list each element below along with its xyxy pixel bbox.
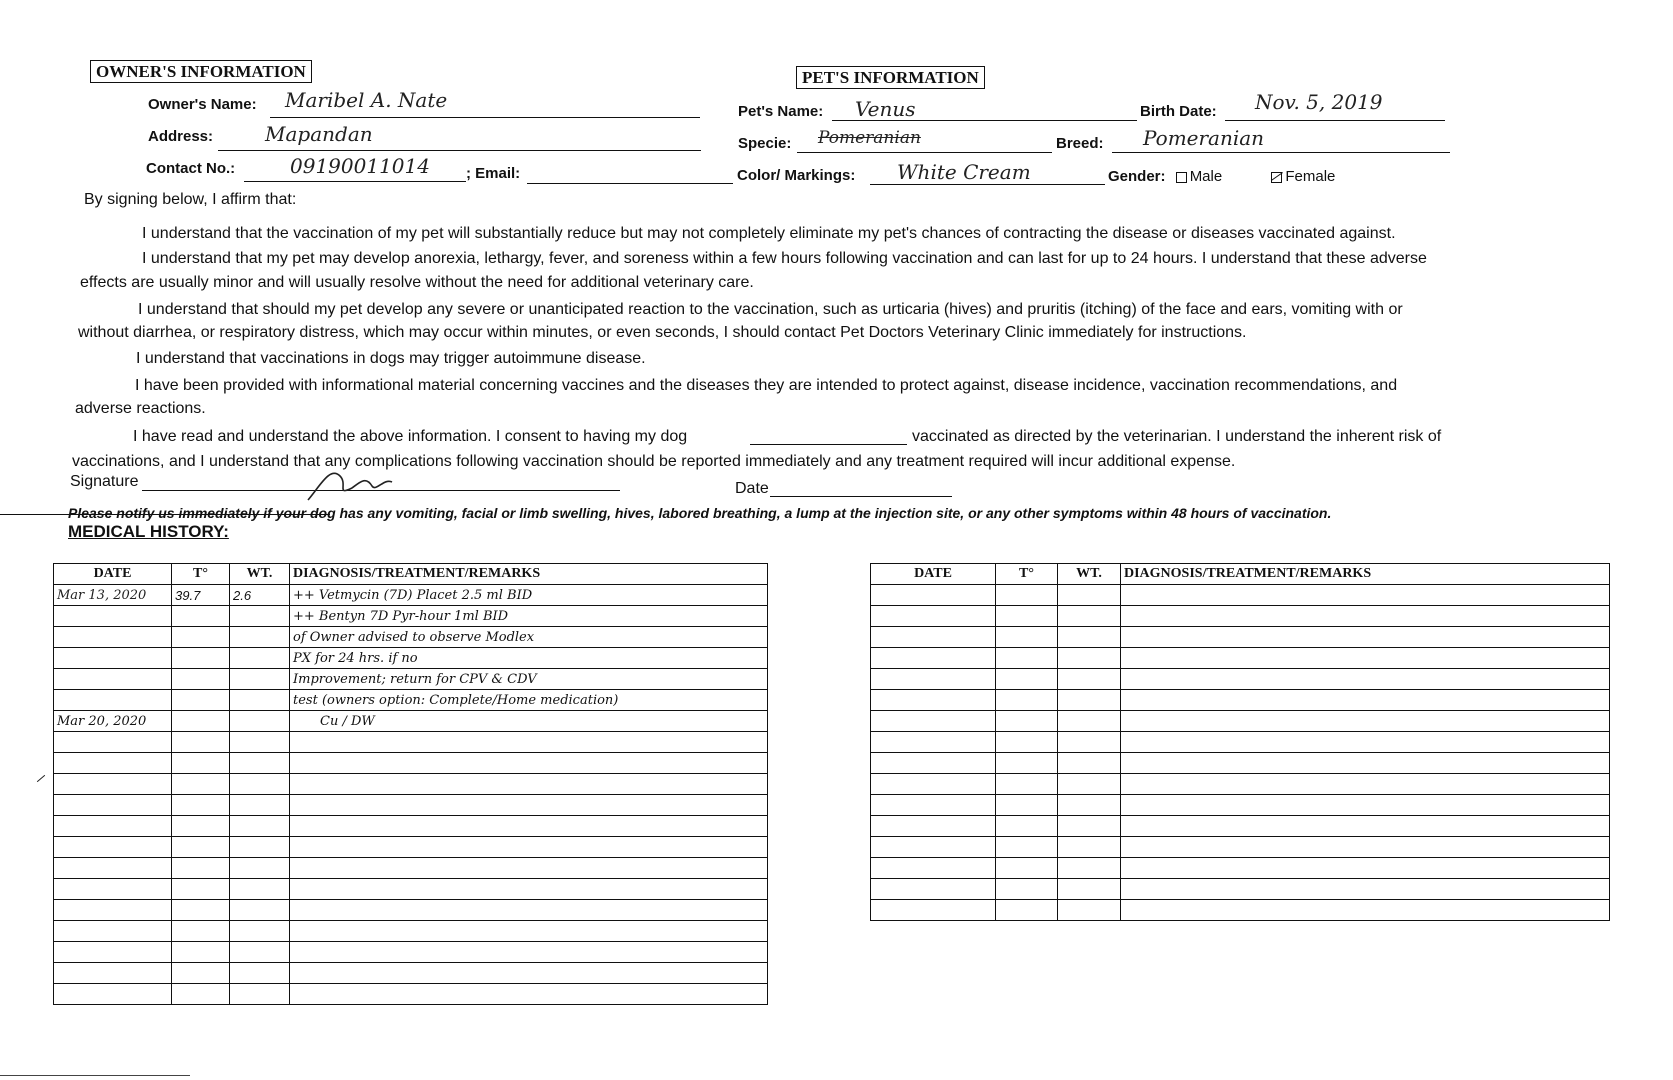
email-label: ; Email: <box>466 165 521 182</box>
cell-wt[interactable] <box>230 753 290 774</box>
table-row <box>54 984 768 1005</box>
cell-temp[interactable] <box>996 606 1058 627</box>
cell-remarks[interactable]: ++ Bentyn 7D Pyr-hour 1ml BID <box>290 606 768 627</box>
cell-date[interactable] <box>54 795 172 816</box>
table-row <box>54 774 768 795</box>
cell-date[interactable] <box>871 753 996 774</box>
table-row <box>54 585 768 606</box>
cell-date[interactable] <box>871 795 996 816</box>
owner-section-title: OWNER'S INFORMATION <box>90 60 312 83</box>
cell-temp[interactable] <box>172 669 230 690</box>
cell-wt[interactable] <box>1058 837 1121 858</box>
medical-history-heading: MEDICAL HISTORY: <box>68 522 229 541</box>
affirm-p3a: I understand that should my pet develop any severe or unanticipated reaction to the vaccination, such as urticaria (hives) and pruritis (itching) of the face and ears, vomiting with or <box>138 301 1403 318</box>
breed-label: Breed: <box>1056 135 1104 152</box>
cell-remarks[interactable] <box>1121 753 1610 774</box>
cell-wt[interactable] <box>1058 879 1121 900</box>
cell-temp[interactable] <box>996 858 1058 879</box>
cell-temp[interactable] <box>996 627 1058 648</box>
notice-text: Please notify us immediately if your dog has any vomiting, facial or limb swelling, hives, labored breathing, a lump at the injection site, or any other symptoms within 48 hours of vaccination. <box>68 505 1332 521</box>
col-remarks: DIAGNOSIS/TREATMENT/REMARKS <box>1121 564 1610 585</box>
breed-line <box>1112 152 1450 153</box>
birth-date-value[interactable]: Nov. 5, 2019 <box>1255 90 1383 114</box>
cell-wt[interactable] <box>230 627 290 648</box>
cell-remarks[interactable] <box>290 963 768 984</box>
table-row <box>54 795 768 816</box>
cell-wt[interactable] <box>1058 711 1121 732</box>
date-label: Date <box>735 480 769 497</box>
affirm-p1: I understand that the vaccination of my pet will substantially reduce but may not completely eliminate my pet's chances of contracting the disease or diseases vaccinated against. <box>142 225 1396 242</box>
cell-remarks[interactable]: Improvement; return for CPV & CDV <box>290 669 768 690</box>
cell-date[interactable] <box>871 690 996 711</box>
cell-wt[interactable] <box>230 858 290 879</box>
cell-temp[interactable] <box>172 774 230 795</box>
cell-wt[interactable] <box>230 984 290 1005</box>
table-row <box>54 921 768 942</box>
col-date: DATE <box>54 564 172 585</box>
cell-temp[interactable] <box>172 900 230 921</box>
specie-value[interactable]: Pomeranian <box>818 128 921 148</box>
cell-wt[interactable] <box>1058 627 1121 648</box>
cell-wt[interactable] <box>230 648 290 669</box>
cell-date[interactable] <box>871 627 996 648</box>
col-date: DATE <box>871 564 996 585</box>
affirm-p3b: without diarrhea, or respiratory distress, which may occur within minutes, or even seconds, I should contact Pet Doctors Veterinary Clinic immediately for instructions. <box>78 324 1247 341</box>
table-row <box>54 627 768 648</box>
gender-male-label: Male <box>1189 168 1223 185</box>
cell-wt[interactable] <box>230 795 290 816</box>
cell-remarks[interactable] <box>290 795 768 816</box>
cell-remarks[interactable] <box>1121 690 1610 711</box>
cell-wt[interactable] <box>230 879 290 900</box>
cell-wt[interactable] <box>230 606 290 627</box>
affirm-p4: I understand that vaccinations in dogs may trigger autoimmune disease. <box>136 350 646 367</box>
cell-temp[interactable] <box>172 627 230 648</box>
cell-wt[interactable] <box>230 711 290 732</box>
cell-remarks[interactable] <box>290 942 768 963</box>
cell-date[interactable]: Mar 13, 2020 <box>54 585 172 606</box>
female-checkbox[interactable] <box>1271 172 1282 183</box>
table-row <box>871 627 1610 648</box>
cell-temp[interactable] <box>996 732 1058 753</box>
email-line <box>527 183 733 184</box>
cell-temp[interactable] <box>172 753 230 774</box>
cell-date[interactable] <box>871 669 996 690</box>
cell-remarks[interactable] <box>1121 711 1610 732</box>
cell-wt[interactable] <box>1058 816 1121 837</box>
medical-table-left <box>53 563 768 1005</box>
cell-temp[interactable] <box>996 648 1058 669</box>
cell-date[interactable] <box>871 606 996 627</box>
cell-date[interactable] <box>54 921 172 942</box>
specie-label: Specie: <box>738 135 792 152</box>
table-row <box>871 774 1610 795</box>
cell-wt[interactable] <box>1058 753 1121 774</box>
affirm-p5b: adverse reactions. <box>75 400 206 417</box>
affirm-p5a: I have been provided with informational material concerning vaccines and the diseases they are intended to protect against, disease incidence, vaccination recommendations, and <box>135 377 1398 394</box>
cell-wt[interactable] <box>1058 648 1121 669</box>
cell-wt[interactable] <box>1058 900 1121 921</box>
cell-temp[interactable] <box>172 984 230 1005</box>
cell-remarks[interactable] <box>1121 627 1610 648</box>
date-line[interactable] <box>770 496 952 497</box>
table-row <box>871 690 1610 711</box>
cell-date[interactable] <box>54 816 172 837</box>
cell-remarks[interactable] <box>1121 900 1610 921</box>
cell-remarks[interactable] <box>1121 585 1610 606</box>
table-row <box>54 669 768 690</box>
col-remarks: DIAGNOSIS/TREATMENT/REMARKS <box>290 564 768 585</box>
cell-temp[interactable] <box>996 774 1058 795</box>
cell-date[interactable] <box>871 879 996 900</box>
cell-date[interactable] <box>54 900 172 921</box>
table-row <box>871 648 1610 669</box>
cell-temp[interactable] <box>172 690 230 711</box>
cell-remarks[interactable] <box>1121 669 1610 690</box>
table-row <box>54 648 768 669</box>
pet-name-label: Pet's Name: <box>738 103 824 120</box>
cell-temp[interactable] <box>172 606 230 627</box>
cell-wt[interactable] <box>230 921 290 942</box>
cell-wt[interactable] <box>230 942 290 963</box>
address-value[interactable]: Mapandan <box>265 122 373 146</box>
cell-date[interactable] <box>54 690 172 711</box>
cell-remarks[interactable] <box>290 774 768 795</box>
breed-value[interactable]: Pomeranian <box>1143 126 1265 150</box>
cell-temp[interactable] <box>996 816 1058 837</box>
cell-wt[interactable] <box>230 774 290 795</box>
cell-remarks[interactable]: Cu / DW <box>290 711 768 732</box>
pet-name-value[interactable]: Venus <box>855 97 916 121</box>
cell-wt[interactable] <box>230 732 290 753</box>
table-row <box>871 753 1610 774</box>
cell-remarks[interactable] <box>290 858 768 879</box>
cell-temp[interactable] <box>172 858 230 879</box>
cell-wt[interactable] <box>1058 585 1121 606</box>
col-temp: T° <box>172 564 230 585</box>
birth-date-line <box>1225 120 1445 121</box>
table-row <box>871 837 1610 858</box>
table-row <box>54 942 768 963</box>
cell-date[interactable] <box>871 837 996 858</box>
cell-date[interactable] <box>54 669 172 690</box>
gender-field <box>1108 168 1335 185</box>
cell-temp[interactable] <box>996 669 1058 690</box>
col-temp: T° <box>996 564 1058 585</box>
cell-temp[interactable] <box>172 879 230 900</box>
table-row <box>871 900 1610 921</box>
table-row <box>54 858 768 879</box>
owner-name-value[interactable]: Maribel A. Nate <box>285 88 448 112</box>
cell-date[interactable] <box>54 858 172 879</box>
bottom-rule <box>0 1075 190 1076</box>
color-line <box>870 184 1105 185</box>
cell-remarks[interactable]: ++ Vetmycin (7D) Placet 2.5 ml BID <box>290 585 768 606</box>
cell-date[interactable] <box>871 858 996 879</box>
cell-temp[interactable] <box>996 900 1058 921</box>
contact-label: Contact No.: <box>146 160 236 177</box>
cell-temp[interactable] <box>172 711 230 732</box>
cell-remarks[interactable] <box>290 816 768 837</box>
cell-date[interactable] <box>54 984 172 1005</box>
medical-table-right <box>870 563 1610 921</box>
dog-name-blank[interactable] <box>750 444 907 445</box>
cell-remarks[interactable] <box>290 921 768 942</box>
cell-remarks[interactable]: PX for 24 hrs. if no <box>290 648 768 669</box>
table-row <box>54 606 768 627</box>
cell-temp[interactable] <box>172 732 230 753</box>
cell-temp[interactable] <box>172 942 230 963</box>
address-line <box>218 150 701 151</box>
cell-wt[interactable] <box>1058 774 1121 795</box>
table-row <box>871 606 1610 627</box>
pet-section-title: PET'S INFORMATION <box>796 66 985 89</box>
cell-wt[interactable] <box>230 669 290 690</box>
cell-remarks[interactable] <box>290 900 768 921</box>
cell-wt[interactable] <box>230 963 290 984</box>
affirm-p6a-end: vaccinated as directed by the veterinarian. I understand the inherent risk of <box>912 428 1442 445</box>
affirm-p6b: vaccinations, and I understand that any complications following vaccination should be reported immediately and any treatment required will incur additional expense. <box>72 453 1236 470</box>
contact-line <box>244 181 466 182</box>
specie-line <box>797 152 1052 153</box>
cell-wt[interactable] <box>1058 732 1121 753</box>
cell-wt[interactable] <box>230 816 290 837</box>
contact-value[interactable]: 09190011014 <box>290 154 430 178</box>
col-wt: WT. <box>1058 564 1121 585</box>
table-row <box>871 816 1610 837</box>
cell-wt[interactable] <box>230 837 290 858</box>
cell-date[interactable] <box>871 711 996 732</box>
cell-date[interactable] <box>871 585 996 606</box>
affirm-p2b: effects are usually minor and will usually resolve without the need for additional veterinary care. <box>80 274 754 291</box>
cell-date[interactable] <box>54 753 172 774</box>
table-row <box>54 963 768 984</box>
cell-wt[interactable] <box>1058 690 1121 711</box>
cell-wt[interactable] <box>230 690 290 711</box>
table-row <box>871 585 1610 606</box>
cell-remarks[interactable] <box>1121 606 1610 627</box>
cell-remarks[interactable] <box>1121 837 1610 858</box>
cell-date[interactable] <box>54 963 172 984</box>
cell-temp[interactable] <box>996 837 1058 858</box>
cell-date[interactable] <box>54 837 172 858</box>
col-wt: WT. <box>230 564 290 585</box>
cell-remarks[interactable]: test (owners option: Complete/Home medication) <box>290 690 768 711</box>
table-row <box>54 900 768 921</box>
cell-wt[interactable] <box>1058 858 1121 879</box>
cell-date[interactable]: Mar 20, 2020 <box>54 711 172 732</box>
cell-temp[interactable] <box>172 921 230 942</box>
cell-remarks[interactable] <box>290 879 768 900</box>
cell-temp[interactable] <box>996 585 1058 606</box>
table-row <box>871 732 1610 753</box>
cell-date[interactable] <box>54 732 172 753</box>
cell-remarks[interactable] <box>290 984 768 1005</box>
table-row <box>54 816 768 837</box>
cell-date[interactable] <box>54 942 172 963</box>
cell-wt[interactable] <box>230 900 290 921</box>
cell-date[interactable] <box>54 774 172 795</box>
cell-temp[interactable] <box>996 795 1058 816</box>
cell-temp[interactable] <box>996 879 1058 900</box>
cell-date[interactable] <box>871 774 996 795</box>
cell-remarks[interactable] <box>1121 816 1610 837</box>
cell-remarks[interactable]: of Owner advised to observe Modlex <box>290 627 768 648</box>
table-row <box>871 669 1610 690</box>
cell-temp[interactable] <box>996 753 1058 774</box>
cell-remarks[interactable] <box>1121 879 1610 900</box>
male-checkbox[interactable] <box>1176 172 1187 183</box>
table-row <box>871 795 1610 816</box>
cell-date[interactable] <box>54 648 172 669</box>
color-value[interactable]: White Cream <box>897 160 1031 184</box>
cell-date[interactable] <box>871 900 996 921</box>
cell-temp[interactable] <box>172 837 230 858</box>
birth-date-label: Birth Date: <box>1140 103 1217 120</box>
cell-remarks[interactable] <box>1121 648 1610 669</box>
cell-temp[interactable] <box>172 963 230 984</box>
cell-remarks[interactable] <box>1121 795 1610 816</box>
cell-date[interactable] <box>54 606 172 627</box>
cell-wt[interactable] <box>1058 669 1121 690</box>
color-label: Color/ Markings: <box>737 167 856 184</box>
cell-temp[interactable] <box>996 690 1058 711</box>
cell-temp[interactable] <box>996 711 1058 732</box>
cell-remarks[interactable] <box>290 732 768 753</box>
cell-date[interactable] <box>871 648 996 669</box>
owner-name-label: Owner's Name: <box>148 96 257 113</box>
cell-remarks[interactable] <box>1121 774 1610 795</box>
table-row <box>54 711 768 732</box>
cell-temp[interactable] <box>172 795 230 816</box>
table-row <box>54 690 768 711</box>
table-row <box>54 879 768 900</box>
table-row <box>871 858 1610 879</box>
signature-label: Signature <box>70 473 139 490</box>
table-row <box>871 711 1610 732</box>
cell-wt[interactable] <box>1058 606 1121 627</box>
affirm-intro: By signing below, I affirm that: <box>84 191 297 208</box>
cell-date[interactable] <box>871 732 996 753</box>
cell-date[interactable] <box>871 816 996 837</box>
cell-date[interactable] <box>54 627 172 648</box>
table-row <box>871 879 1610 900</box>
cell-remarks[interactable] <box>290 837 768 858</box>
cell-remarks[interactable] <box>290 753 768 774</box>
cell-remarks[interactable] <box>1121 858 1610 879</box>
table-row <box>54 753 768 774</box>
affirm-p2a: I understand that my pet may develop anorexia, lethargy, fever, and soreness within a few hours following vaccination and can last for up to 24 hours. I understand that these adverse <box>142 250 1427 267</box>
cell-temp[interactable] <box>172 816 230 837</box>
table-row <box>54 837 768 858</box>
table-row <box>54 732 768 753</box>
cell-remarks[interactable] <box>1121 732 1610 753</box>
cell-date[interactable] <box>54 879 172 900</box>
gender-female-label: Female <box>1285 168 1336 185</box>
gender-label: Gender: <box>1108 168 1166 185</box>
check-mark <box>37 775 45 782</box>
affirm-p6a-start: I have read and understand the above information. I consent to having my dog <box>133 428 688 445</box>
cell-wt[interactable] <box>1058 795 1121 816</box>
cell-temp[interactable] <box>172 648 230 669</box>
cell-wt[interactable]: 2.6 <box>230 585 290 606</box>
signature-mark <box>300 456 400 506</box>
owner-name-line <box>270 117 700 118</box>
address-label: Address: <box>148 128 214 145</box>
cell-temp[interactable]: 39.7 <box>172 585 230 606</box>
